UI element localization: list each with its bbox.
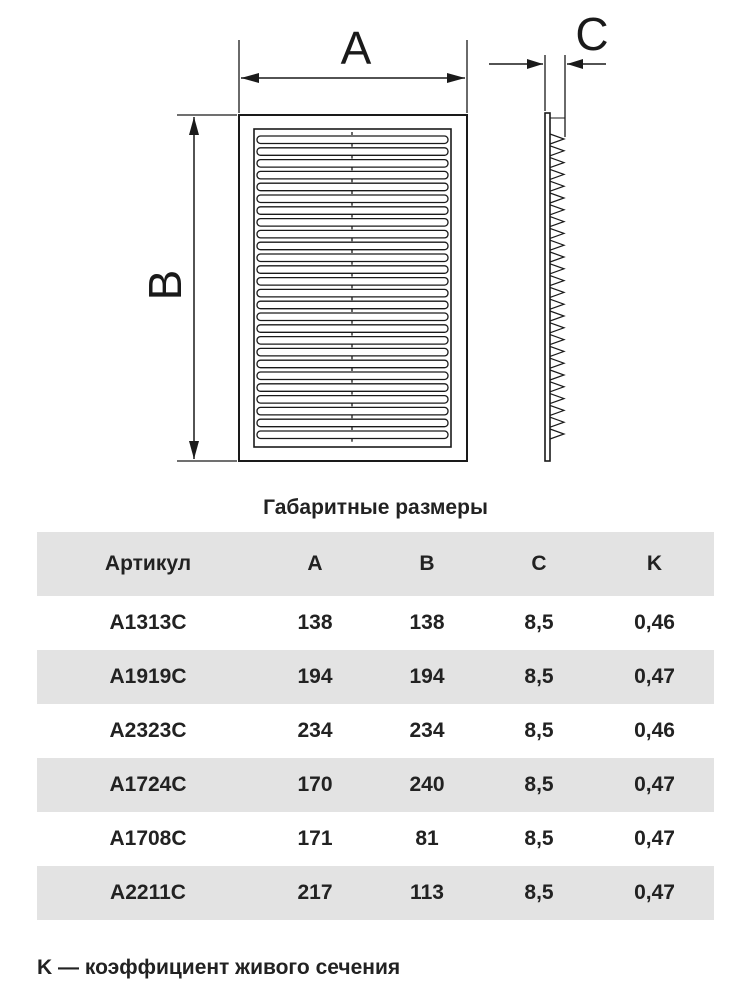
louver-slat: [257, 207, 448, 215]
louver-slat: [257, 289, 448, 297]
cell-b: 113: [371, 866, 483, 920]
footnote: K — коэффициент живого сечения: [37, 956, 401, 979]
side-louver-tooth: [550, 311, 564, 321]
cell-article: A1724C: [37, 758, 259, 812]
cell-article: A1708C: [109, 827, 187, 850]
header-b: B: [371, 532, 483, 596]
header-c: C: [483, 532, 595, 596]
header-a: A: [259, 532, 371, 596]
louver-slat: [257, 171, 448, 179]
dimension-c-label: C: [575, 8, 609, 60]
table-header-row: [37, 532, 714, 596]
louver-slat: [257, 384, 448, 392]
dimension-c: [489, 55, 606, 137]
cell-k: 0,47: [595, 758, 714, 812]
louver-slat: [257, 313, 448, 321]
dimension-a-label: A: [340, 22, 372, 74]
table-row: [37, 596, 714, 650]
side-louver-tooth: [550, 240, 564, 250]
cell-k: 0,47: [634, 827, 675, 850]
grille-louvers: [257, 132, 448, 444]
side-louver-tooth: [550, 346, 564, 356]
side-louver-tooth: [550, 134, 564, 144]
side-louver-tooth: [550, 205, 564, 215]
header-k: K: [595, 532, 714, 596]
louver-slat: [257, 278, 448, 286]
louver-slat: [257, 407, 448, 415]
table-row: [37, 812, 714, 866]
grille-technical-drawing: [0, 0, 751, 480]
side-louver-tooth: [550, 252, 564, 262]
cell-c: 8,5: [483, 650, 595, 704]
cell-c: 8,5: [483, 758, 595, 812]
louver-slat: [257, 360, 448, 368]
side-louver-tooth: [550, 417, 564, 427]
cell-a: 138: [297, 611, 333, 634]
cell-b: 194: [371, 650, 483, 704]
louver-slat: [257, 431, 448, 439]
cell-a: 170: [259, 758, 371, 812]
louver-slat: [257, 148, 448, 156]
cell-article: A1313C: [109, 611, 187, 634]
cell-a: 194: [259, 650, 371, 704]
cell-a: 234: [297, 719, 333, 742]
side-louver-tooth: [550, 394, 564, 404]
side-louver-tooth: [550, 228, 564, 238]
louver-slat: [257, 337, 448, 345]
cell-article: A1919C: [37, 650, 259, 704]
table-row: [37, 704, 714, 758]
side-louver-tooth: [550, 146, 564, 156]
louver-slat: [257, 136, 448, 144]
side-louver-tooth: [550, 382, 564, 392]
side-louver-tooth: [550, 169, 564, 179]
cell-c: 8,5: [524, 611, 554, 634]
louver-slat: [257, 160, 448, 168]
cell-k: 0,46: [634, 611, 675, 634]
side-louver-tooth: [550, 323, 564, 333]
table-row: [37, 866, 714, 920]
side-louver-tooth: [550, 299, 564, 309]
louver-slat: [257, 396, 448, 404]
side-louver-tooth: [550, 217, 564, 227]
louver-slat: [257, 219, 448, 227]
louver-slat: [257, 348, 448, 356]
side-louver-tooth: [550, 276, 564, 286]
side-louver-tooth: [550, 370, 564, 380]
side-louver-tooth: [550, 181, 564, 191]
header-article: Артикул: [37, 532, 259, 596]
cell-k: 0,46: [634, 719, 675, 742]
cell-b: 234: [409, 719, 445, 742]
side-louver-tooth: [550, 264, 564, 274]
cell-k: 0,47: [595, 866, 714, 920]
louver-slat: [257, 183, 448, 191]
cell-c: 8,5: [483, 866, 595, 920]
side-louver-tooth: [550, 358, 564, 368]
louver-slat: [257, 325, 448, 333]
louver-slat: [257, 195, 448, 203]
louver-slat: [257, 242, 448, 250]
cell-b: 240: [371, 758, 483, 812]
cell-article: A2211C: [37, 866, 259, 920]
cell-c: 8,5: [524, 827, 554, 850]
table-title: Габаритные размеры: [263, 496, 488, 519]
louver-slat: [257, 419, 448, 427]
dimensions-table: [37, 532, 714, 920]
cell-c: 8,5: [524, 719, 554, 742]
cell-k: 0,47: [595, 650, 714, 704]
louver-slat: [257, 230, 448, 238]
table-row: [37, 650, 714, 704]
side-louver-tooth: [550, 158, 564, 168]
cell-b: 138: [409, 611, 445, 634]
cell-b: 81: [415, 827, 439, 850]
louver-slat: [257, 266, 448, 274]
side-louver-tooth: [550, 405, 564, 415]
louver-slat: [257, 301, 448, 309]
cell-a: 217: [259, 866, 371, 920]
louver-slat: [257, 254, 448, 262]
grille-side-view: [545, 113, 565, 461]
cell-a: 171: [297, 827, 333, 850]
louver-slat: [257, 372, 448, 380]
side-louver-tooth: [550, 193, 564, 203]
side-louver-tooth: [550, 335, 564, 345]
table-row: [37, 758, 714, 812]
cell-article: A2323C: [109, 719, 187, 742]
side-louver-tooth: [550, 429, 564, 439]
dimension-b-label: B: [139, 269, 191, 301]
side-louver-tooth: [550, 287, 564, 297]
